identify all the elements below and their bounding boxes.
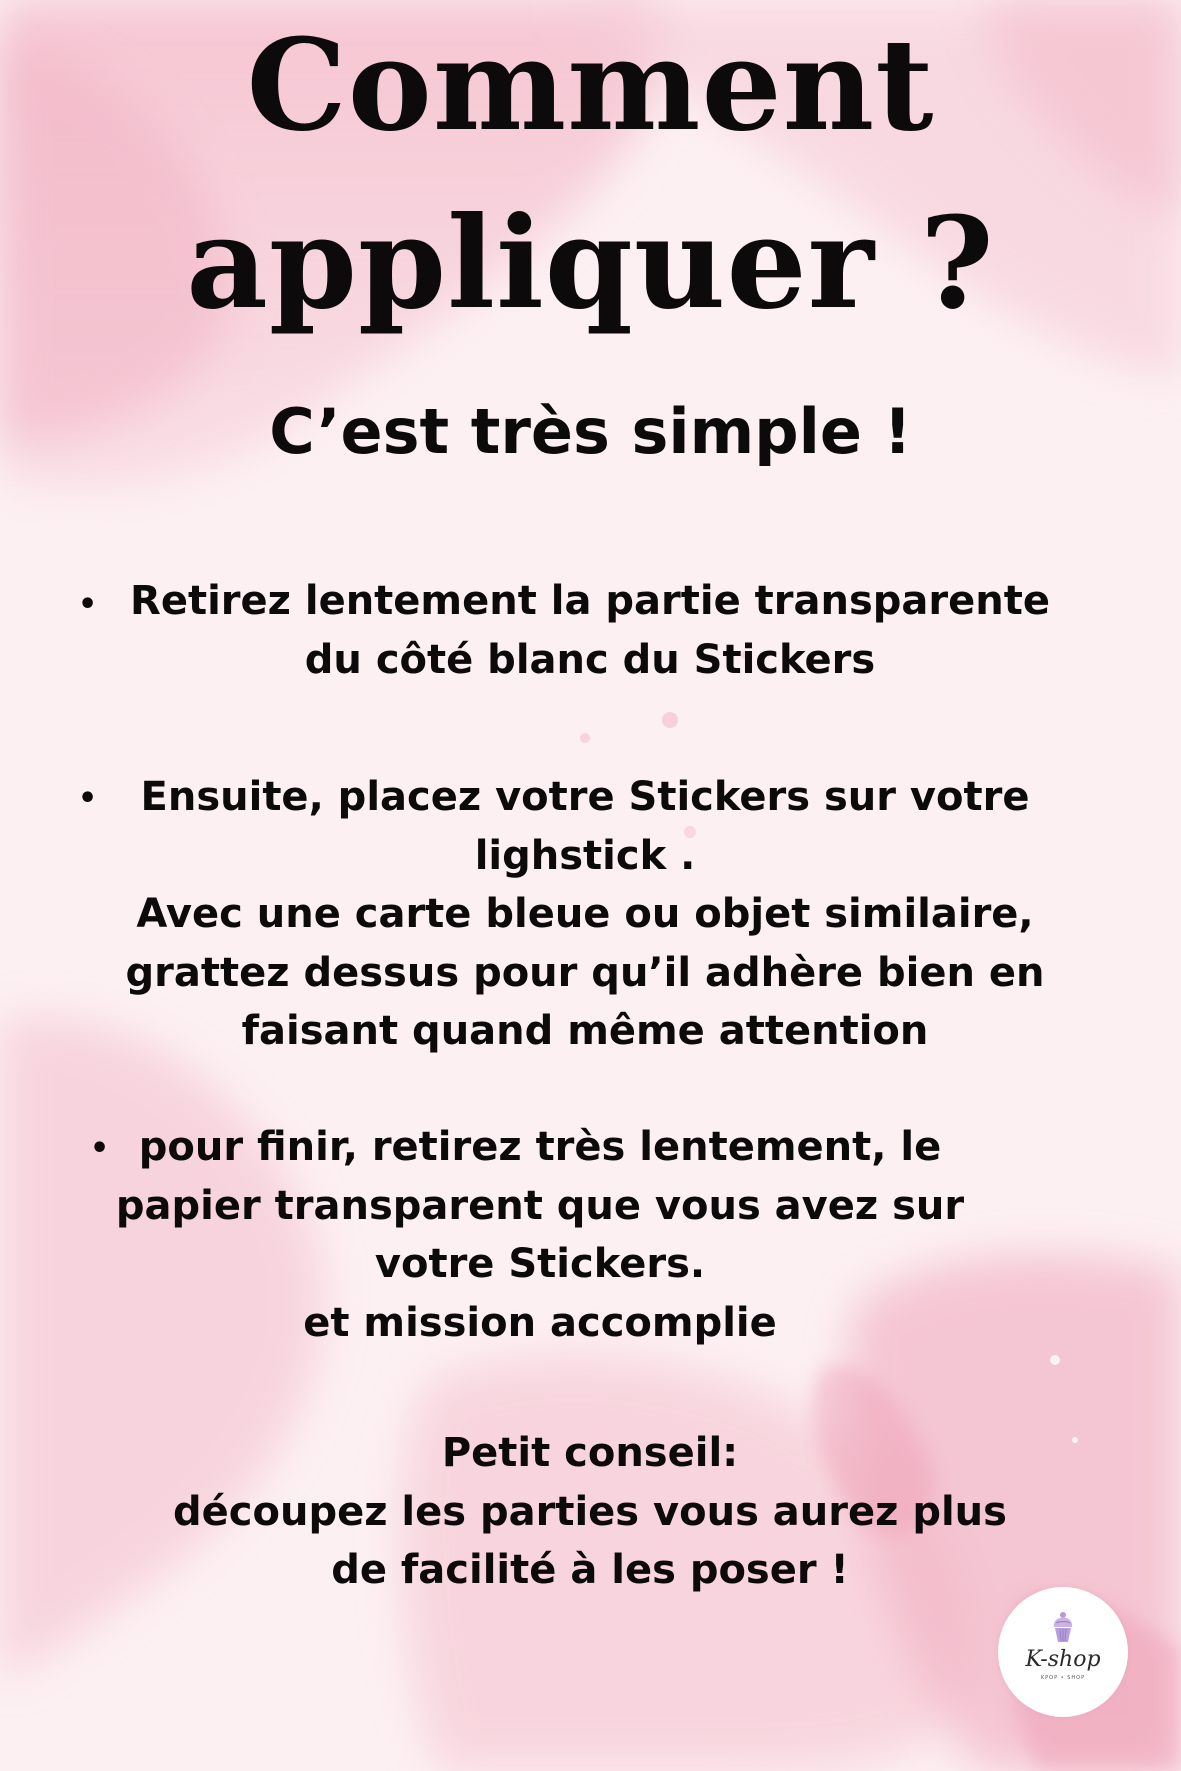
logo-brand-name: K-shop (1025, 1647, 1101, 1672)
tip-line: découpez les parties vous aurez plus (173, 1488, 1007, 1535)
page-subtitle: C’est très simple ! (269, 395, 912, 468)
cupcake-icon (1050, 1611, 1076, 1645)
step-1-line: du côté blanc du Stickers (304, 636, 876, 683)
bullet-point-1: • (78, 587, 98, 622)
step-3-text (85, 1118, 995, 1352)
tip-heading: Petit conseil: (441, 1430, 739, 1476)
bullet-point-2: • (78, 781, 98, 816)
tip-section (120, 1424, 1060, 1600)
page-title-line-1: Comment (246, 11, 935, 159)
step-2-line: Ensuite, placez votre Stickers sur votre (140, 774, 1030, 820)
bullet-point-3: • (90, 1131, 110, 1166)
logo-tagline: KPOP • SHOP (1040, 1675, 1086, 1681)
tip-line: de facilité à les poser ! (331, 1547, 849, 1593)
step-2-line: grattez dessus pour qu’il adhère bien en (125, 949, 1045, 996)
step-1-line: Retirez lentement la partie transparente (130, 578, 1050, 624)
step-2-text (120, 768, 1050, 1061)
step-3-line: papier transparent que vous avez sur (115, 1182, 965, 1229)
step-2-line: lighstick . (474, 832, 696, 879)
step-2-line: Avec une carte bleue ou objet similaire, (136, 891, 1034, 937)
step-2-line: faisant quand même attention (241, 1008, 929, 1054)
kshop-logo (998, 1587, 1128, 1717)
step-3-line: pour finir, retirez très lentement, le (138, 1124, 942, 1170)
page-title-line-2: appliquer ? (186, 189, 995, 337)
step-3-line: votre Stickers. (374, 1241, 706, 1287)
step-3-line: et mission accomplie (303, 1299, 777, 1346)
step-1-text (125, 572, 1055, 689)
